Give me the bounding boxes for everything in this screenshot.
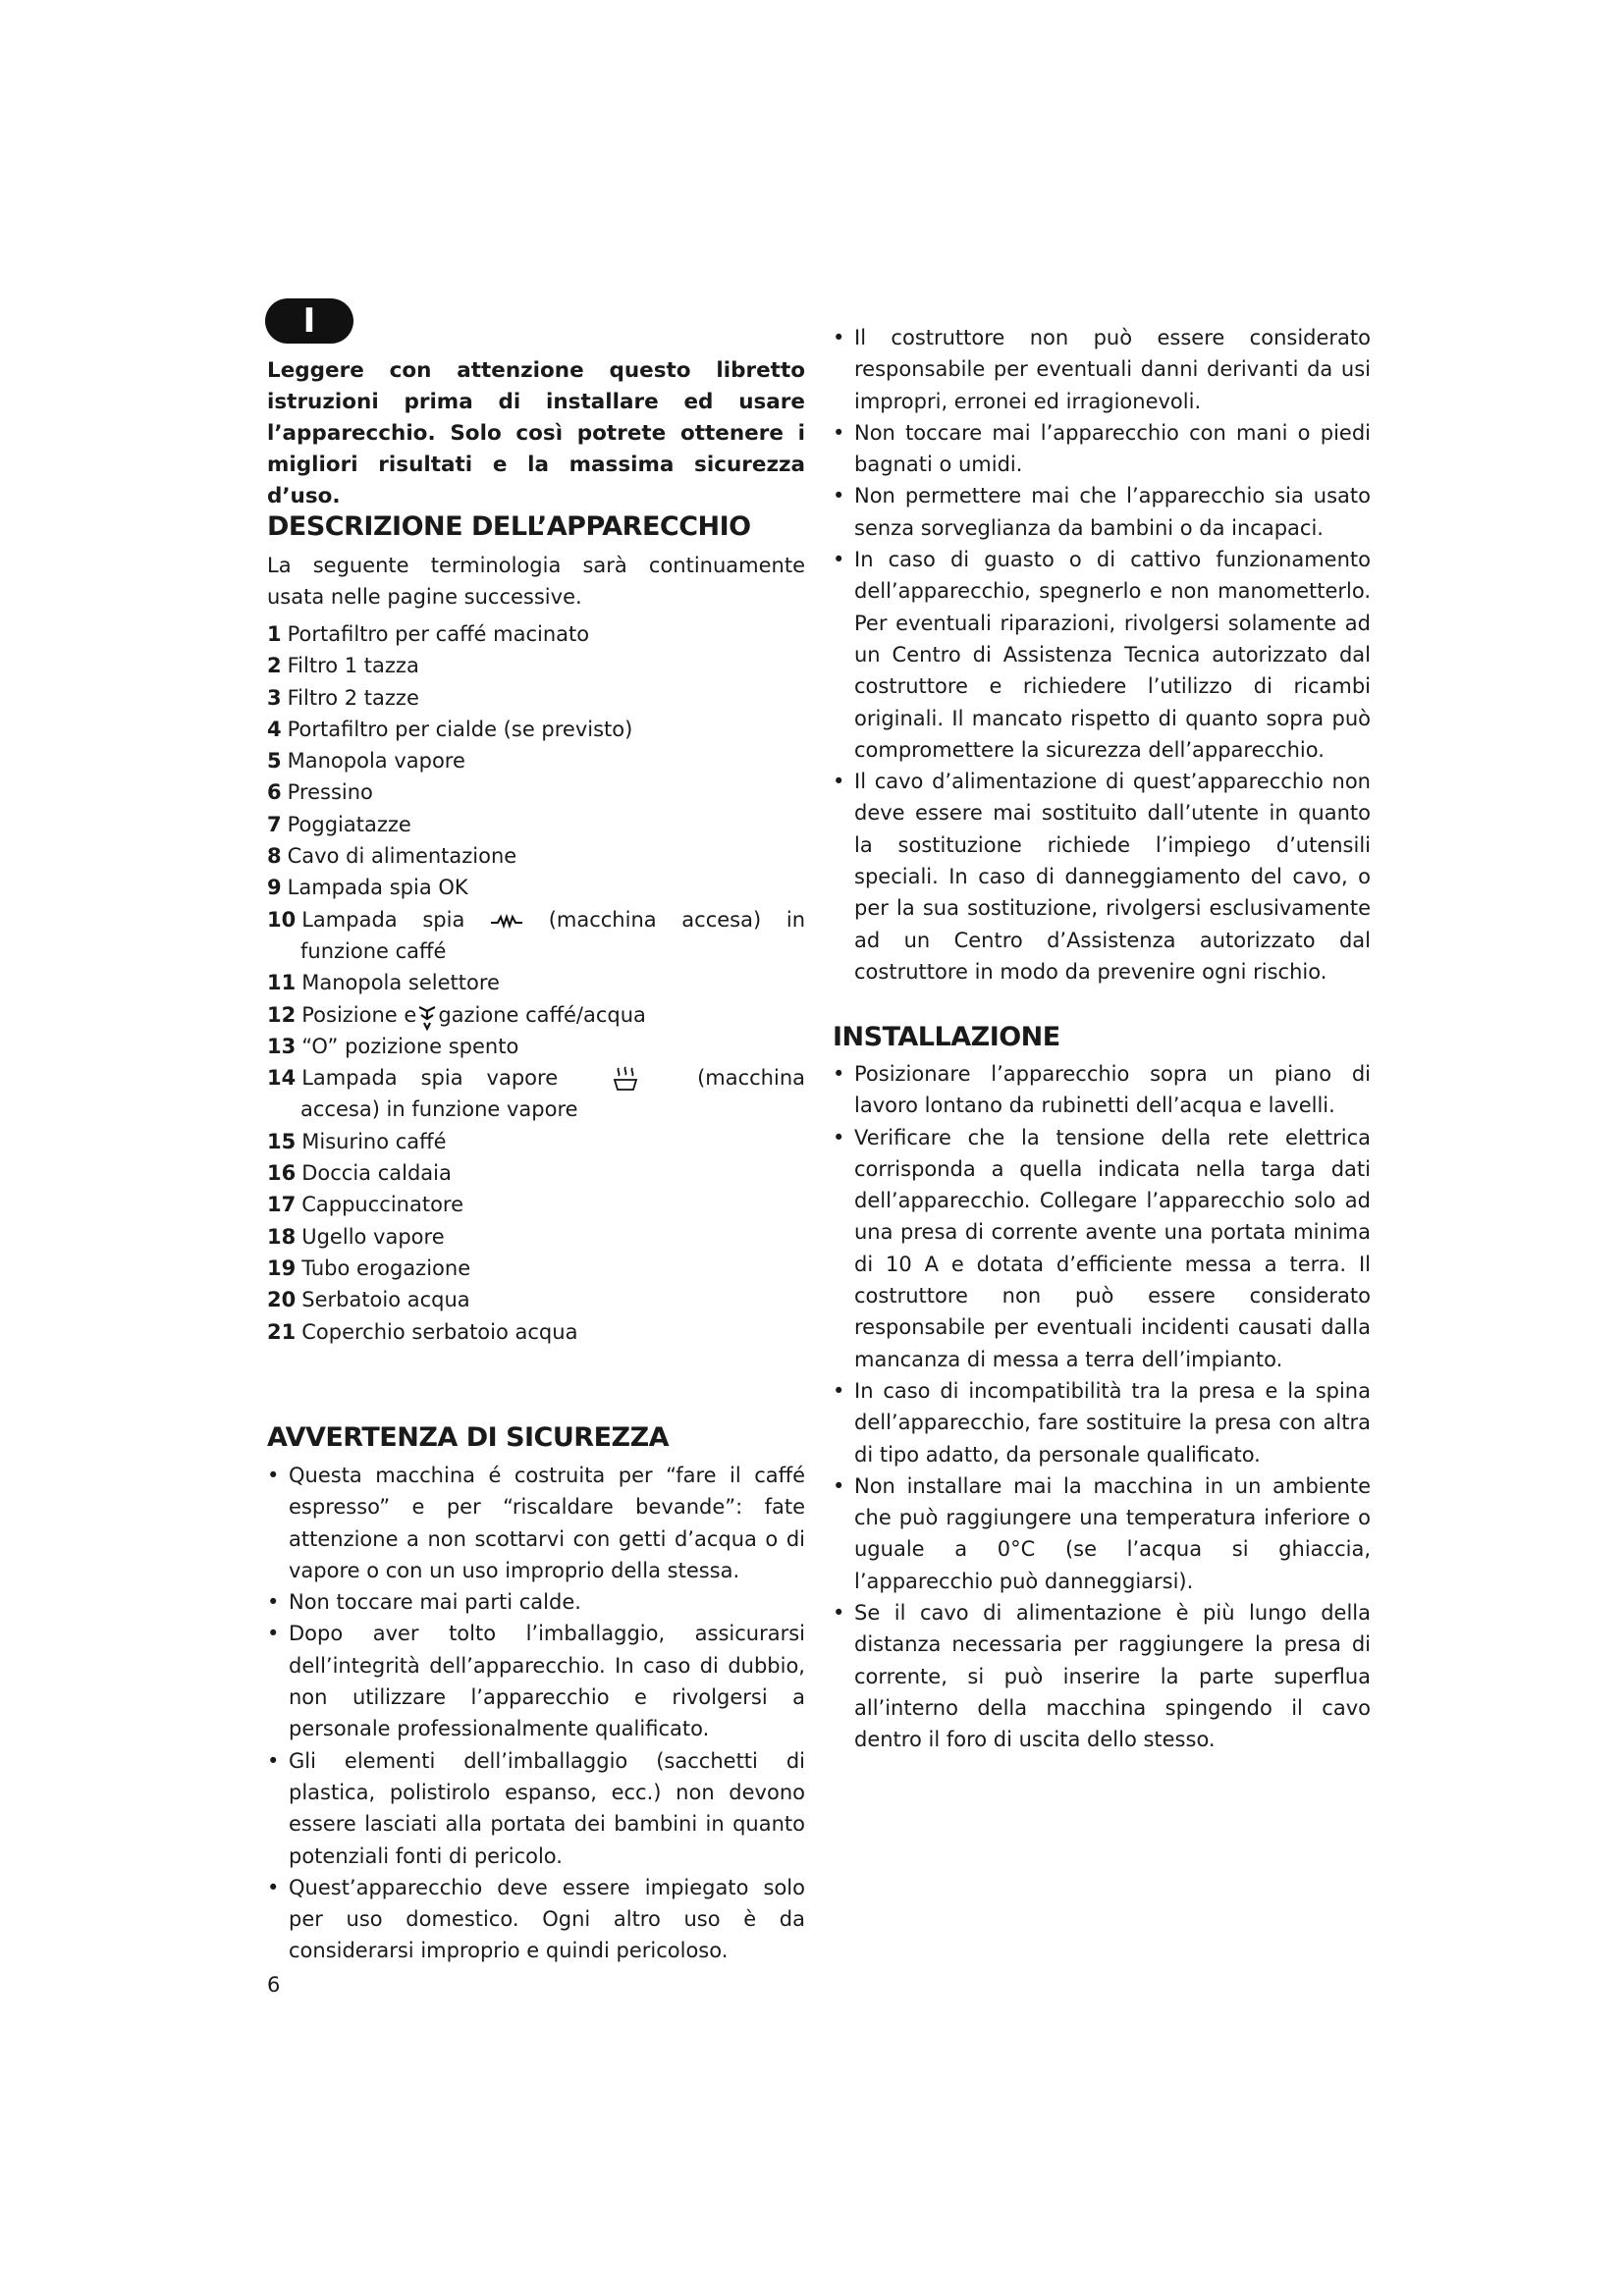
descrizione-intro: La seguente terminologia sarà continuamente usata nelle pagine successive. (267, 554, 805, 609)
list-item: • Non toccare mai parti calde. (267, 1590, 581, 1615)
steam-icon (611, 1064, 640, 1094)
list-item: • Non installare mai la macchina in un ambiente che può raggiungere una temperatura inferiore o uguale a 0°C (se l’acqua si ghiaccia, l’apparecchio può danneggiarsi). (833, 1473, 1371, 1593)
parts-list (267, 618, 805, 1348)
installation-bullets (833, 1058, 1371, 1756)
list-item: 6 Pressino (267, 780, 373, 805)
list-item: 2 Filtro 1 tazza (267, 654, 419, 678)
page-number: 6 (267, 1973, 281, 1997)
list-item: • Posizionare l’apparecchio sopra un piano di lavoro lontano da rubinetti dell’acqua e lavelli. (833, 1062, 1371, 1118)
list-item: 21 Coperchio serbatoio acqua (267, 1319, 578, 1344)
language-badge: I (265, 298, 353, 344)
section-heading-installazione: INSTALLAZIONE (833, 1022, 1060, 1052)
list-item: 4 Portafiltro per cialde (se previsto) (267, 717, 633, 741)
list-item: 13 “O” pozizione spento (267, 1034, 519, 1058)
heating-element-icon (490, 913, 523, 929)
list-item: 17 Cappuccinatore (267, 1193, 464, 1217)
coffee-dispense-icon (416, 1001, 438, 1031)
list-item: 10 Lampada spia (macchina accesa) in funzione caffé (267, 907, 805, 963)
list-item: • Se il cavo di alimentazione è più lungo della distanza necessaria per raggiungere la presa di corrente, si può inserire la parte superflua all’interno della macchina spingendo il cavo dentro il foro di uscita dello stesso. (833, 1601, 1371, 1752)
list-item: • Quest’apparecchio deve essere impiegato solo per uso domestico. Ogni altro uso è da considerarsi improprio e quindi pericoloso. (267, 1875, 805, 1963)
list-item: • Verificare che la tensione della rete elettrica corrisponda a quella indicata nella targa dati dell’apparecchio. Collegare l’apparecchio solo ad una presa di corrente avente una portata minima di 10 A e dotata d’efficiente messa a terra. Il costruttore non può essere considerato responsabile per eventuali incidenti causati dalla mancanza di messa a terra dell’impianto. (833, 1125, 1371, 1371)
list-item: • In caso di incompatibilità tra la presa e la spina dell’apparecchio, fare sostituire la presa con altra di tipo adatto, da personale qualificato. (833, 1378, 1371, 1467)
list-item: 16 Doccia caldaia (267, 1161, 452, 1186)
list-item: • Non toccare mai l’apparecchio con mani o piedi bagnati o umidi. (833, 420, 1371, 477)
list-item: 3 Filtro 2 tazze (267, 685, 419, 710)
intro-paragraph: Leggere con attenzione questo libretto istruzioni prima di installare ed usare l’apparecchio. Solo così potrete ottenere i migliori risultati e la massima sicurezza d’uso. (267, 358, 805, 508)
list-item: 15 Misurino caffé (267, 1129, 447, 1153)
list-item: 19 Tubo erogazione (267, 1255, 471, 1280)
list-item: • In caso di guasto o di cattivo funzionamento dell’apparecchio, spegnerlo e non manometterlo. Per eventuali riparazioni, rivolgersi solamente ad un Centro di Assistenza Tecnica autorizzato dal costruttore e richiedere l’utilizzo di ricambi originali. Il mancato rispetto di quanto sopra può compromettere la sicurezza dell’apparecchio. (833, 548, 1371, 762)
list-item: 7 Poggiatazze (267, 812, 411, 836)
list-item: • Dopo aver tolto l’imballaggio, assicurarsi dell’integrità dell’apparecchio. In caso di dubbio, non utilizzare l’apparecchio e rivolgersi a personale professionalmente qualificato. (267, 1622, 805, 1741)
safety-bullets-right (833, 322, 1371, 988)
list-item: 8 Cavo di alimentazione (267, 844, 517, 869)
list-item: 11 Manopola selettore (267, 971, 500, 995)
list-item: 9 Lampada spia OK (267, 876, 468, 900)
section-heading-descrizione: DESCRIZIONE DELL’APPARECCHIO (267, 511, 751, 542)
list-item: • Il cavo d’alimentazione di quest’apparecchio non deve essere mai sostituito dall’utente in quanto la sostituzione richiede l’impiego d’utensili speciali. In caso di danneggiamento del cavo, o per la sua sostituzione, rivolgersi esclusivamente ad un Centro d’Assistenza autorizzato dal costruttore in modo da prevenire ogni rischio. (833, 770, 1371, 984)
list-item: 5 Manopola vapore (267, 749, 465, 774)
list-item: 14 Lampada spia vapore (macchina accesa) in funzione vapore (267, 1066, 805, 1122)
safety-bullets-left (267, 1460, 805, 1967)
section-heading-avvertenza: AVVERTENZA DI SICUREZZA (267, 1422, 670, 1453)
list-item: • Questa macchina é costruita per “fare il caffé espresso” e per “riscaldare bevande”: fate attenzione a non scottarvi con getti d’acqua o di vapore o con un uso improprio della stessa. (267, 1464, 805, 1582)
list-item: • Gli elementi dell’imballaggio (sacchetti di plastica, polistirolo espanso, ecc.) non devono essere lasciati alla portata dei bambini in quanto potenziali fonti di pericolo. (267, 1748, 805, 1868)
list-item: 1 Portafiltro per caffé macinato (267, 622, 590, 646)
list-item: 20 Serbatoio acqua (267, 1288, 470, 1312)
list-item: 12 Posizione e gazione caffé/acqua (267, 999, 805, 1031)
list-item: • Non permettere mai che l’apparecchio sia usato senza sorveglianza da bambini o da incapaci. (833, 484, 1371, 540)
list-item: • Il costruttore non può essere considerato responsabile per eventuali danni derivanti da usi impropri, erronei ed irragionevoli. (833, 326, 1371, 413)
list-item: 18 Ugello vapore (267, 1224, 445, 1249)
